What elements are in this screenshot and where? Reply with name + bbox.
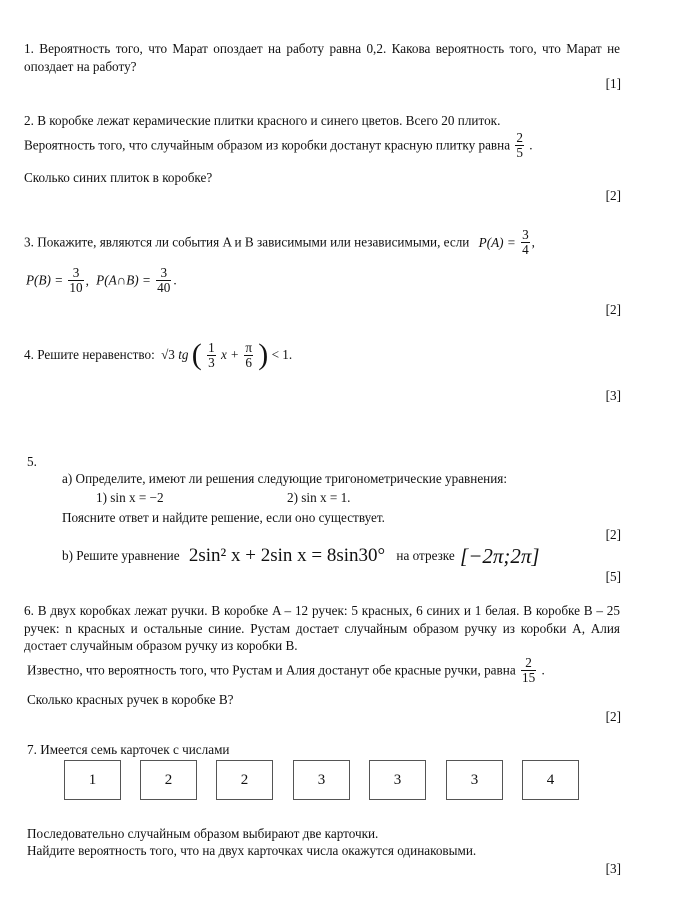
q7-mark: [3] [605,861,621,876]
q3-pab-den: 40 [157,280,171,295]
q5-eq-b: 2sin² x + 2sin x = 8sin30° [188,544,386,566]
q3-pa-den: 4 [522,242,529,257]
q3-pb-label: P(B) = [26,272,64,288]
q5-mark-a: [2] [605,527,621,542]
q6-mark: [2] [605,709,621,724]
q5-mark-b: [5] [605,569,621,584]
q3-pab-fraction [156,266,171,295]
q5-interval: [−2π;2π] [460,543,540,568]
q6-line2-row [27,656,545,685]
q3-comma: , [531,234,535,250]
q4-row [24,340,292,370]
number-card: 2 [216,760,273,800]
q6-line3: Сколько красных ручек в коробке B? [27,692,234,707]
q3-period: . [173,272,177,288]
q4-sqrt: √3 [161,347,175,362]
q3-comma2: , [85,272,89,288]
q2-line1: 2. В коробке лежат керамические плитки красного и синего цветов. Всего 20 плиток. [24,113,501,128]
q2-line2 [24,131,533,160]
number-card: 2 [140,760,197,800]
q3-pa-num: 3 [522,227,529,242]
q3-mark: [2] [605,302,621,317]
q5-part-b: b) Решите уравнение [62,547,180,563]
q2-line2-end: . [529,137,533,153]
number-card: 3 [369,760,426,800]
q3-pb-fraction [68,266,83,295]
q5-interval-label: на отрезке [396,547,455,563]
q4-prefix: 4. Решите неравенство: [24,347,155,362]
q7-line2: Найдите вероятность того, что на двух карточках числа окажутся одинаковыми. [27,843,477,858]
q5-eq2: 2) sin x = 1. [287,490,351,505]
q6-text: 6. В двух коробках лежат ручки. В коробке A – 12 ручек: 5 красных, 6 синих и 1 белая. В коробке B – 25 ручек: n красных и остальные синие. Рустам достает случайным образом ручку из коробки A, Алия достает случайным образом ручку из коробки B. [24,603,620,653]
q3-line2-row [26,266,177,295]
q3-pb-den: 10 [69,280,83,295]
q3-pb-num: 3 [68,266,83,281]
q2-line3: Сколько синих плиток в коробке? [24,170,213,185]
q2-frac-num: 2 [516,130,523,145]
q4-paren-right: ) [258,338,269,371]
q3-line1-row [24,228,624,257]
q6-line2-end: . [541,662,545,678]
q3-pa-label: P(A) = [478,234,516,250]
q4-inner-mid: x + [220,347,240,362]
q5-part-b-row [62,542,540,569]
q7-line1: Последовательно случайным образом выбирают две карточки. [27,826,379,841]
number-card: 1 [64,760,121,800]
q4-mark: [3] [605,388,621,403]
q1-mark: [1] [605,76,621,91]
q4-frac1 [207,341,216,370]
q2-mark: [2] [605,188,621,203]
q4-frac2-num: π [245,339,252,355]
q2-frac-den: 5 [516,145,523,160]
q2-fraction [515,131,524,160]
q6-fraction [521,656,536,685]
number-card: 3 [446,760,503,800]
number-card: 4 [522,760,579,800]
q4-frac1-den: 3 [208,354,215,370]
q3-line1: 3. Покажите, являются ли события A и B зависимыми или независимыми, если [24,234,470,250]
q4-suffix: < 1. [271,347,293,362]
q4-frac2 [244,341,253,370]
q2-line2-text: Вероятность того, что случайным образом из коробки достанут красную плитку равна [24,137,511,153]
q6-line2: Известно, что вероятность того, что Рустам и Алия достанут обе красные ручки, равна [27,662,516,678]
q7-title: 7. Имеется семь карточек с числами [27,742,230,757]
q4-paren-left: ( [191,338,202,371]
q6-frac-den: 15 [521,670,536,685]
q4-tg: tg [178,347,189,362]
q3-pab-label: P(A∩B) = [96,272,151,288]
q3-pa-fraction [521,228,530,257]
q5-explain: Поясните ответ и найдите решение, если оно существует. [62,510,385,525]
number-card: 3 [293,760,350,800]
q4-frac1-num: 1 [208,339,215,355]
q4-frac2-den: 6 [245,354,252,370]
q5-eq1: 1) sin x = −2 [96,490,164,505]
q6-frac-num: 2 [521,656,536,671]
q5-part-a: a) Определите, имеют ли решения следующие тригонометрические уравнения: [62,471,508,486]
q3-pab-num: 3 [156,266,171,281]
q1-text: 1. Вероятность того, что Марат опоздает на работу равна 0,2. Какова вероятность того, что Марат не опоздает на работу? [24,41,620,74]
q5-number: 5. [27,454,37,469]
